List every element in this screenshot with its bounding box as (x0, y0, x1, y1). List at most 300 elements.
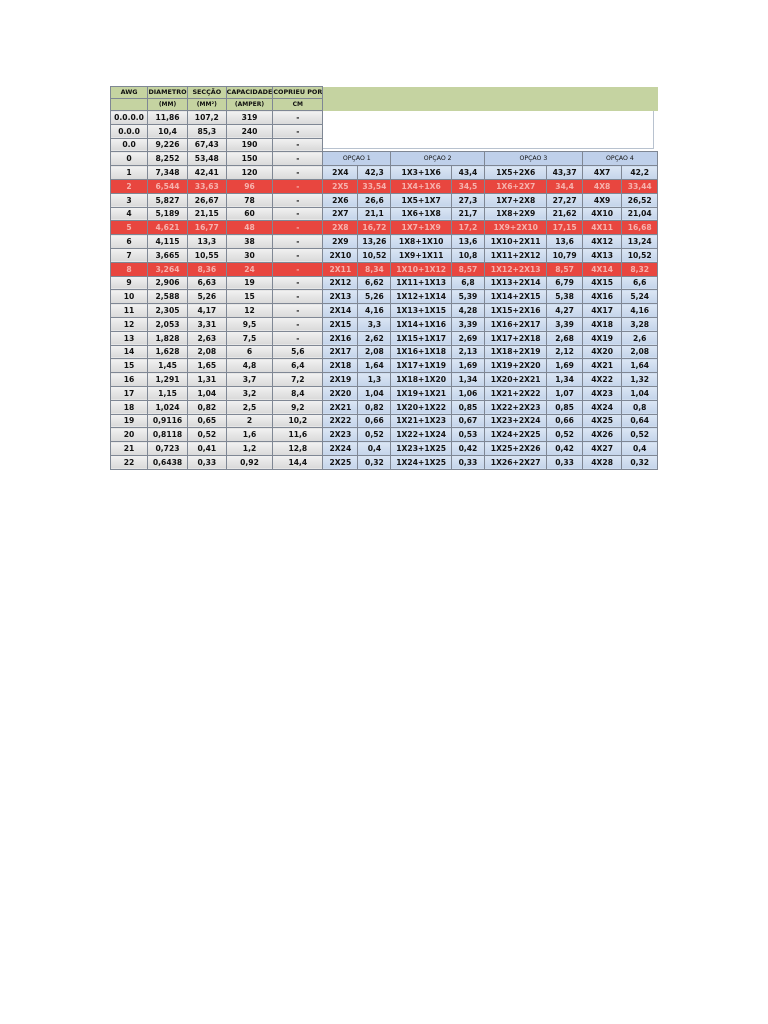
cell-option-3-value: 1,07 (547, 386, 582, 400)
cell-capacidade: 15 (226, 290, 273, 304)
cell-option-4-combo: 4X10 (582, 207, 622, 221)
cell-option-1-value: 1,04 (358, 386, 391, 400)
cell-diametro: 11,86 (148, 111, 188, 125)
cell-option-4-value: 42,2 (622, 166, 658, 180)
cell-option-3-value: 0,42 (547, 442, 582, 456)
cell-capacidade: 6 (226, 345, 273, 359)
cell-diametro: 0,6438 (148, 455, 188, 469)
cell-option-3-value: 10,79 (547, 248, 582, 262)
cell-option-1-combo: 2X18 (323, 359, 358, 373)
cell-awg: 4 (111, 207, 148, 221)
cell-option-4-combo: 4X14 (582, 262, 622, 276)
cell-awg: 6 (111, 235, 148, 249)
cell-option-2-value: 8,57 (451, 262, 484, 276)
cell-seccao: 1,04 (187, 386, 226, 400)
cell-diametro: 10,4 (148, 124, 188, 138)
table-row (111, 221, 658, 235)
cell-diametro: 4,115 (148, 235, 188, 249)
cell-option-4-value: 0,52 (622, 428, 658, 442)
cell-option-4-combo: 4X27 (582, 442, 622, 456)
cell-option-1-value: 1,64 (358, 359, 391, 373)
cell-option-2-combo: 1X17+1X19 (391, 359, 452, 373)
cell-option-1-value: 21,1 (358, 207, 391, 221)
table-row (111, 262, 658, 276)
cell-option-1-value: 6,62 (358, 276, 391, 290)
header-seccao: SECÇÃO (187, 87, 226, 99)
cell-option-3-value: 1,69 (547, 359, 582, 373)
cell-option-1-value: 2,08 (358, 345, 391, 359)
cell-option-4-combo: 4X21 (582, 359, 622, 373)
cell-cm: - (273, 193, 323, 207)
cell-option-3-combo: 1X22+2X23 (485, 400, 547, 414)
cell-diametro: 5,827 (148, 193, 188, 207)
cell-option-4-combo: 4X26 (582, 428, 622, 442)
option-header-2: OPÇAO 2 (391, 152, 485, 166)
header-seccao-unit: (MM²) (187, 99, 226, 111)
header-row-2 (111, 99, 658, 111)
cell-seccao: 3,31 (187, 317, 226, 331)
cell-option-4-value: 0,4 (622, 442, 658, 456)
cell-option-3-value: 0,52 (547, 428, 582, 442)
cell-option-4-combo: 4X15 (582, 276, 622, 290)
cell-seccao: 53,48 (187, 152, 226, 166)
cell-option-1-combo: 2X13 (323, 290, 358, 304)
cell-option-1-value: 13,26 (358, 235, 391, 249)
cell-option-4-combo: 4X20 (582, 345, 622, 359)
cell-seccao: 33,63 (187, 179, 226, 193)
cell-option-4-value: 13,24 (622, 235, 658, 249)
cell-option-1-value: 0,66 (358, 414, 391, 428)
header-capacidade-unit: (AMPER) (226, 99, 273, 111)
cell-diametro: 1,024 (148, 400, 188, 414)
cell-capacidade: 1,6 (226, 428, 273, 442)
cell-option-2-combo: 1X24+1X25 (391, 455, 452, 469)
table-row (111, 111, 658, 125)
cell-option-2-value: 0,67 (451, 414, 484, 428)
cell-option-4-combo: 4X17 (582, 304, 622, 318)
cell-option-3-combo: 1X26+2X27 (485, 455, 547, 469)
cell-option-2-combo: 1X9+1X11 (391, 248, 452, 262)
cell-diametro: 8,252 (148, 152, 188, 166)
cell-option-1-combo: 2X23 (323, 428, 358, 442)
cell-cm: 14,4 (273, 455, 323, 469)
option-header-3: OPÇAO 3 (485, 152, 583, 166)
cell-option-4-value: 33,44 (622, 179, 658, 193)
cell-cm: - (273, 138, 323, 152)
cell-seccao: 85,3 (187, 124, 226, 138)
cell-option-2-value: 0,53 (451, 428, 484, 442)
cell-option-3-value: 0,66 (547, 414, 582, 428)
cell-option-4-combo: 4X23 (582, 386, 622, 400)
cell-awg: 8 (111, 262, 148, 276)
cell-seccao: 2,08 (187, 345, 226, 359)
table-row (111, 276, 658, 290)
cell-capacidade: 38 (226, 235, 273, 249)
cell-seccao: 0,41 (187, 442, 226, 456)
cell-seccao: 0,82 (187, 400, 226, 414)
cell-option-3-combo: 1X11+2X12 (485, 248, 547, 262)
cell-option-4-combo: 4X24 (582, 400, 622, 414)
cell-option-3-combo: 1X6+2X7 (485, 179, 547, 193)
cell-option-1-value: 0,52 (358, 428, 391, 442)
cell-option-1-value: 26,6 (358, 193, 391, 207)
cell-option-3-value: 13,6 (547, 235, 582, 249)
cell-option-2-combo: 1X21+1X23 (391, 414, 452, 428)
cell-option-2-combo: 1X16+1X18 (391, 345, 452, 359)
cell-cm: - (273, 290, 323, 304)
cell-cm: - (273, 166, 323, 180)
cell-option-3-combo: 1X25+2X26 (485, 442, 547, 456)
cell-option-3-combo: 1X14+2X15 (485, 290, 547, 304)
cell-capacidade: 96 (226, 179, 273, 193)
cell-option-4-value: 3,28 (622, 317, 658, 331)
cell-option-2-value: 2,69 (451, 331, 484, 345)
cell-option-1-combo: 2X20 (323, 386, 358, 400)
cell-option-4-value: 21,04 (622, 207, 658, 221)
cell-option-1-combo: 2X14 (323, 304, 358, 318)
cell-awg: 22 (111, 455, 148, 469)
cell-option-3-combo: 1X12+2X13 (485, 262, 547, 276)
cell-capacidade: 3,7 (226, 373, 273, 387)
option-header-1: OPÇAO 1 (323, 152, 391, 166)
cell-option-4-combo: 4X18 (582, 317, 622, 331)
cell-awg: 13 (111, 331, 148, 345)
cell-seccao: 42,41 (187, 166, 226, 180)
table-row (111, 193, 658, 207)
cell-option-4-combo: 4X19 (582, 331, 622, 345)
cell-option-2-combo: 1X7+1X9 (391, 221, 452, 235)
cell-option-1-combo: 2X9 (323, 235, 358, 249)
cell-option-2-value: 1,06 (451, 386, 484, 400)
cell-diametro: 2,588 (148, 290, 188, 304)
cell-option-1-combo: 2X6 (323, 193, 358, 207)
cell-cm: 12,8 (273, 442, 323, 456)
cell-diametro: 1,45 (148, 359, 188, 373)
cell-option-3-value: 43,37 (547, 166, 582, 180)
cell-diametro: 0,8118 (148, 428, 188, 442)
cell-option-1-combo: 2X12 (323, 276, 358, 290)
cell-capacidade: 19 (226, 276, 273, 290)
cell-seccao: 26,67 (187, 193, 226, 207)
table-row (111, 124, 658, 138)
cell-capacidade: 120 (226, 166, 273, 180)
table-row (111, 152, 658, 166)
header-row-1 (111, 87, 658, 99)
awg-table (110, 86, 658, 470)
cell-cm: - (273, 221, 323, 235)
cell-seccao: 16,77 (187, 221, 226, 235)
cell-awg: 14 (111, 345, 148, 359)
cell-cm: - (273, 317, 323, 331)
cell-option-4-combo: 4X25 (582, 414, 622, 428)
cell-option-2-combo: 1X22+1X24 (391, 428, 452, 442)
cell-capacidade: 7,5 (226, 331, 273, 345)
cell-option-1-value: 0,82 (358, 400, 391, 414)
cell-awg: 5 (111, 221, 148, 235)
cell-diametro: 4,621 (148, 221, 188, 235)
cell-option-2-value: 3,39 (451, 317, 484, 331)
cell-option-3-value: 34,4 (547, 179, 582, 193)
cell-option-3-combo: 1X8+2X9 (485, 207, 547, 221)
cell-option-4-value: 6,6 (622, 276, 658, 290)
cell-capacidade: 4,8 (226, 359, 273, 373)
cell-option-4-value: 1,64 (622, 359, 658, 373)
cell-option-1-value: 0,32 (358, 455, 391, 469)
cell-option-1-combo: 2X25 (323, 455, 358, 469)
cell-awg: 7 (111, 248, 148, 262)
cell-option-3-value: 17,15 (547, 221, 582, 235)
cell-option-4-value: 0,8 (622, 400, 658, 414)
cell-diametro: 6,544 (148, 179, 188, 193)
cell-option-4-value: 1,32 (622, 373, 658, 387)
cell-option-4-value: 5,24 (622, 290, 658, 304)
cell-option-4-value: 2,08 (622, 345, 658, 359)
cell-awg: 15 (111, 359, 148, 373)
cell-awg: 2 (111, 179, 148, 193)
cell-capacidade: 240 (226, 124, 273, 138)
cell-option-2-value: 1,34 (451, 373, 484, 387)
cell-option-2-value: 6,8 (451, 276, 484, 290)
cell-option-2-value: 1,69 (451, 359, 484, 373)
cell-option-2-value: 0,85 (451, 400, 484, 414)
cell-diametro: 1,628 (148, 345, 188, 359)
table-row (111, 414, 658, 428)
cell-seccao: 1,65 (187, 359, 226, 373)
cell-option-2-combo: 1X6+1X8 (391, 207, 452, 221)
cell-capacidade: 0,92 (226, 455, 273, 469)
header-diametro: DIAMETRO (148, 87, 188, 99)
cell-option-2-combo: 1X3+1X6 (391, 166, 452, 180)
cell-seccao: 10,55 (187, 248, 226, 262)
cell-option-3-value: 5,38 (547, 290, 582, 304)
cell-awg: 17 (111, 386, 148, 400)
cell-capacidade: 30 (226, 248, 273, 262)
cell-option-1-combo: 2X11 (323, 262, 358, 276)
cell-cm: - (273, 207, 323, 221)
cell-option-2-value: 5,39 (451, 290, 484, 304)
cell-cm: 11,6 (273, 428, 323, 442)
cell-option-3-value: 27,27 (547, 193, 582, 207)
cell-option-3-combo: 1X5+2X6 (485, 166, 547, 180)
cell-option-2-combo: 1X23+1X25 (391, 442, 452, 456)
cell-option-3-combo: 1X23+2X24 (485, 414, 547, 428)
cell-cm: - (273, 304, 323, 318)
cell-option-1-combo: 2X24 (323, 442, 358, 456)
cell-option-1-value: 0,4 (358, 442, 391, 456)
cell-option-1-value: 4,16 (358, 304, 391, 318)
cell-option-4-combo: 4X13 (582, 248, 622, 262)
cell-option-4-combo: 4X11 (582, 221, 622, 235)
cell-cm: - (273, 331, 323, 345)
table-row (111, 373, 658, 387)
cell-option-1-value: 16,72 (358, 221, 391, 235)
cell-capacidade: 1,2 (226, 442, 273, 456)
cell-option-3-value: 0,33 (547, 455, 582, 469)
cell-cm: 10,2 (273, 414, 323, 428)
cell-cm: 6,4 (273, 359, 323, 373)
cell-option-1-value: 33,54 (358, 179, 391, 193)
cell-option-1-combo: 2X22 (323, 414, 358, 428)
cell-option-2-value: 21,7 (451, 207, 484, 221)
cell-awg: 12 (111, 317, 148, 331)
cell-option-4-value: 0,64 (622, 414, 658, 428)
cell-capacidade: 2,5 (226, 400, 273, 414)
cell-diametro: 9,226 (148, 138, 188, 152)
cell-diametro: 2,305 (148, 304, 188, 318)
header-diametro-unit: (MM) (148, 99, 188, 111)
cell-awg: 3 (111, 193, 148, 207)
cell-capacidade: 60 (226, 207, 273, 221)
cell-diametro: 1,291 (148, 373, 188, 387)
cell-awg: 10 (111, 290, 148, 304)
cell-diametro: 3,665 (148, 248, 188, 262)
cell-cm: - (273, 248, 323, 262)
table-row (111, 386, 658, 400)
cell-option-4-value: 4,16 (622, 304, 658, 318)
cell-option-2-combo: 1X15+1X17 (391, 331, 452, 345)
cell-diametro: 5,189 (148, 207, 188, 221)
cell-awg: 0.0.0.0 (111, 111, 148, 125)
cell-option-1-combo: 2X5 (323, 179, 358, 193)
header-cm-unit: CM (273, 99, 323, 111)
cell-option-4-value: 2,6 (622, 331, 658, 345)
cell-option-2-value: 17,2 (451, 221, 484, 235)
table-row (111, 248, 658, 262)
cell-option-3-combo: 1X16+2X17 (485, 317, 547, 331)
cell-capacidade: 78 (226, 193, 273, 207)
cell-diametro: 0,723 (148, 442, 188, 456)
cell-option-3-combo: 1X20+2X21 (485, 373, 547, 387)
table-row (111, 290, 658, 304)
cell-option-1-combo: 2X16 (323, 331, 358, 345)
cell-seccao: 8,36 (187, 262, 226, 276)
cell-awg: 16 (111, 373, 148, 387)
cell-option-3-combo: 1X7+2X8 (485, 193, 547, 207)
cell-option-2-combo: 1X4+1X6 (391, 179, 452, 193)
cell-seccao: 1,31 (187, 373, 226, 387)
cell-option-4-combo: 4X28 (582, 455, 622, 469)
cell-option-3-value: 2,12 (547, 345, 582, 359)
cell-option-1-combo: 2X17 (323, 345, 358, 359)
cell-option-2-combo: 1X12+1X14 (391, 290, 452, 304)
cell-diametro: 2,053 (148, 317, 188, 331)
cell-cm: - (273, 262, 323, 276)
cell-option-2-value: 2,13 (451, 345, 484, 359)
cell-option-1-value: 3,3 (358, 317, 391, 331)
cell-seccao: 6,63 (187, 276, 226, 290)
cell-option-3-value: 2,68 (547, 331, 582, 345)
table-row (111, 179, 658, 193)
awg-table-image (110, 86, 658, 467)
cell-awg: 19 (111, 414, 148, 428)
table-row (111, 235, 658, 249)
cell-awg: 20 (111, 428, 148, 442)
cell-cm: - (273, 124, 323, 138)
table-row (111, 304, 658, 318)
cell-option-4-value: 26,52 (622, 193, 658, 207)
cell-option-3-value: 8,57 (547, 262, 582, 276)
cell-diametro: 3,264 (148, 262, 188, 276)
header-awg: AWG (111, 87, 148, 99)
cell-option-1-value: 5,26 (358, 290, 391, 304)
cell-seccao: 0,33 (187, 455, 226, 469)
table-row (111, 331, 658, 345)
cell-diametro: 1,828 (148, 331, 188, 345)
cell-diametro: 7,348 (148, 166, 188, 180)
cell-cm: 8,4 (273, 386, 323, 400)
cell-awg: 9 (111, 276, 148, 290)
cell-option-2-value: 0,33 (451, 455, 484, 469)
cell-option-2-combo: 1X18+1X20 (391, 373, 452, 387)
cell-option-4-value: 16,68 (622, 221, 658, 235)
cell-option-3-combo: 1X9+2X10 (485, 221, 547, 235)
cell-awg: 1 (111, 166, 148, 180)
cell-option-2-combo: 1X8+1X10 (391, 235, 452, 249)
cell-capacidade: 48 (226, 221, 273, 235)
table-row (111, 428, 658, 442)
table-row (111, 359, 658, 373)
cell-seccao: 0,65 (187, 414, 226, 428)
cell-option-1-combo: 2X21 (323, 400, 358, 414)
cell-option-2-value: 34,5 (451, 179, 484, 193)
table-row (111, 400, 658, 414)
cell-option-2-combo: 1X20+1X22 (391, 400, 452, 414)
cell-option-3-combo: 1X24+2X25 (485, 428, 547, 442)
cell-option-2-value: 27,3 (451, 193, 484, 207)
table-row (111, 345, 658, 359)
table-row (111, 442, 658, 456)
cell-option-4-combo: 4X16 (582, 290, 622, 304)
cell-option-4-value: 10,52 (622, 248, 658, 262)
cell-option-3-combo: 1X17+2X18 (485, 331, 547, 345)
cell-cm: - (273, 152, 323, 166)
cell-option-1-value: 2,62 (358, 331, 391, 345)
cell-cm: 7,2 (273, 373, 323, 387)
cell-option-3-value: 3,39 (547, 317, 582, 331)
cell-awg: 0 (111, 152, 148, 166)
cell-capacidade: 319 (226, 111, 273, 125)
cell-option-4-combo: 4X22 (582, 373, 622, 387)
cell-option-3-value: 6,79 (547, 276, 582, 290)
cell-option-1-combo: 2X10 (323, 248, 358, 262)
cell-option-3-combo: 1X13+2X14 (485, 276, 547, 290)
table-row (111, 166, 658, 180)
cell-option-4-combo: 4X9 (582, 193, 622, 207)
cell-awg: 0.0 (111, 138, 148, 152)
cell-option-4-combo: 4X12 (582, 235, 622, 249)
cell-seccao: 21,15 (187, 207, 226, 221)
cell-awg: 11 (111, 304, 148, 318)
cell-option-1-value: 42,3 (358, 166, 391, 180)
cell-option-4-value: 0,32 (622, 455, 658, 469)
table-row (111, 207, 658, 221)
cell-cm: - (273, 179, 323, 193)
cell-option-2-combo: 1X11+1X13 (391, 276, 452, 290)
cell-option-4-value: 1,04 (622, 386, 658, 400)
cell-awg: 0.0.0 (111, 124, 148, 138)
cell-option-4-value: 8,32 (622, 262, 658, 276)
cell-option-1-combo: 2X15 (323, 317, 358, 331)
cell-option-3-combo: 1X10+2X11 (485, 235, 547, 249)
cell-awg: 18 (111, 400, 148, 414)
cell-seccao: 0,52 (187, 428, 226, 442)
cell-diametro: 0,9116 (148, 414, 188, 428)
cell-option-2-combo: 1X13+1X15 (391, 304, 452, 318)
table-row (111, 455, 658, 469)
cell-option-3-combo: 1X21+2X22 (485, 386, 547, 400)
cell-capacidade: 24 (226, 262, 273, 276)
cell-option-1-combo: 2X19 (323, 373, 358, 387)
